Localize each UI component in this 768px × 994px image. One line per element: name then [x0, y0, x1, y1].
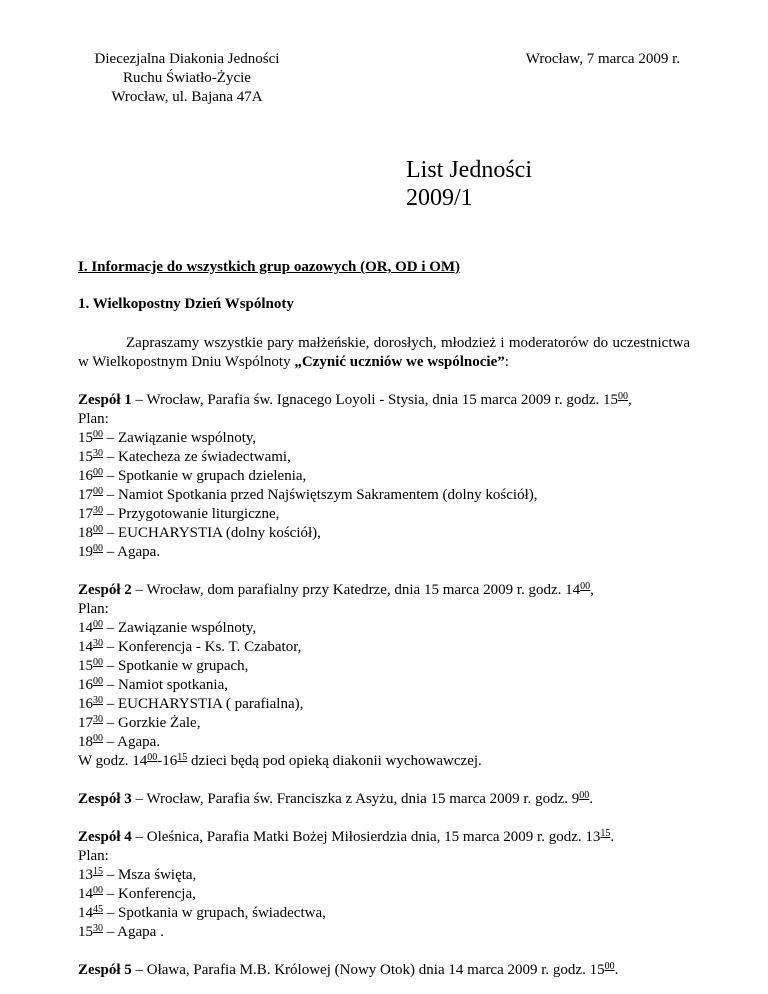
schedule-text: – Namiot Spotkania przed Najświętszym Sakramentem (dolny kościół),	[103, 487, 538, 503]
team-desc-end: ,	[590, 582, 594, 598]
time-hour: 19	[78, 544, 93, 560]
team-4-block	[78, 828, 690, 942]
plan-label: Plan:	[78, 848, 109, 864]
schedule-item	[78, 505, 690, 524]
schedule-item	[78, 657, 690, 676]
sender-address	[78, 50, 296, 107]
schedule-text: – Namiot spotkania,	[103, 677, 228, 693]
time-minutes: 00	[579, 790, 590, 801]
schedule-item	[78, 733, 690, 752]
sender-line: Ruchu Światło-Życie	[123, 70, 251, 86]
schedule-item	[78, 486, 690, 505]
team-desc: – Wrocław, dom parafialny przy Katedrze, dnia 15 marca 2009 r. godz. 14	[131, 582, 581, 598]
team-desc: – Wrocław, Parafia św. Ignacego Loyoli - Stysia, dnia 15 marca 2009 r. godz. 15	[131, 392, 618, 408]
time-hour: 15	[78, 924, 93, 940]
time-hour: 17	[78, 715, 93, 731]
time-minutes: 00	[93, 486, 103, 497]
time-minutes: 30	[93, 923, 103, 934]
time-hour: 17	[78, 487, 93, 503]
time-hour: 15	[78, 658, 93, 674]
schedule-item	[78, 543, 690, 562]
intro-text: Zapraszamy wszystkie pary małżeńskie, dorosłych, młodzież i moderatorów do uczestnictwa w Wielkopostnym Dniu Wspólnoty	[78, 335, 690, 370]
time-hour: 17	[78, 506, 93, 522]
schedule-text: – Konferencja,	[103, 886, 196, 902]
time-hour: 15	[78, 430, 93, 446]
time-minutes: 00	[147, 752, 158, 763]
time-hour: 18	[78, 525, 93, 541]
subsection-heading: 1. Wielkopostny Dzień Wspólnoty	[78, 296, 294, 312]
plan-label: Plan:	[78, 411, 109, 427]
team-5-block	[78, 961, 690, 980]
time-minutes: 00	[93, 657, 103, 668]
schedule-item	[78, 467, 690, 486]
schedule-item	[78, 695, 690, 714]
schedule-item	[78, 904, 690, 923]
team-1-header	[78, 391, 690, 410]
time-minutes: 15	[93, 866, 103, 877]
schedule-text: – Katecheza ze świadectwami,	[103, 449, 291, 465]
team-desc-end: .	[589, 791, 593, 807]
note-pre: W godz. 14	[78, 753, 148, 769]
schedule-text: – Gorzkie Żale,	[103, 715, 201, 731]
time-minutes: 30	[93, 638, 103, 649]
title-line: List Jedności	[406, 157, 532, 183]
schedule-item	[78, 638, 690, 657]
time-minutes: 00	[93, 733, 103, 744]
document-title	[406, 156, 532, 212]
schedule-item	[78, 448, 690, 467]
plan-label: Plan:	[78, 601, 109, 617]
section-heading: I. Informacje do wszystkich grup oazowych (OR, OD i OM)	[78, 259, 461, 275]
schedule-text: – Agapa.	[103, 734, 161, 750]
childcare-note	[78, 752, 690, 771]
schedule-text: – Spotkania w grupach, świadectwa,	[103, 905, 326, 921]
time-minutes: 00	[93, 676, 103, 687]
schedule-text: – EUCHARYSTIA ( parafialna),	[103, 696, 304, 712]
intro-paragraph	[78, 334, 690, 372]
schedule-item	[78, 923, 690, 942]
intro-end: :	[504, 354, 509, 370]
time-minutes: 30	[93, 505, 103, 516]
time-hour: 16	[78, 677, 93, 693]
schedule-text: – Agapa.	[103, 544, 161, 560]
time-minutes: 00	[93, 619, 103, 630]
schedule-item	[78, 714, 690, 733]
time-minutes: 30	[93, 448, 103, 459]
team-name: Zespół 4	[78, 829, 132, 845]
time-hour: 14	[78, 886, 93, 902]
time-minutes: 00	[93, 543, 103, 554]
time-minutes: 00	[604, 961, 615, 972]
time-minutes: 00	[93, 524, 103, 535]
team-3-block	[78, 790, 690, 809]
time-hour: 13	[78, 867, 93, 883]
team-5-header	[78, 961, 690, 980]
team-2-block	[78, 581, 690, 771]
schedule-text: – EUCHARYSTIA (dolny kościół),	[103, 525, 321, 541]
time-hour: 18	[78, 734, 93, 750]
time-minutes: 15	[600, 828, 611, 839]
schedule-text: – Konferencja - Ks. T. Czabator,	[103, 639, 302, 655]
sender-line: Diecezjalna Diakonia Jedności	[94, 51, 280, 67]
schedule-item	[78, 866, 690, 885]
time-minutes: 00	[617, 391, 628, 402]
schedule-item	[78, 429, 690, 448]
place-date: Wrocław, 7 marca 2009 r.	[525, 51, 680, 67]
schedule-text: – Spotkanie w grupach dzielenia,	[103, 468, 307, 484]
document-body	[78, 258, 690, 980]
team-desc: – Oleśnica, Parafia Matki Bożej Miłosierdzia dnia, 15 marca 2009 r. godz. 13	[131, 829, 601, 845]
team-desc-end: ,	[627, 392, 632, 408]
team-desc: – Oława, Parafia M.B. Królowej (Nowy Otok) dnia 14 marca 2009 r. godz. 15	[131, 962, 605, 978]
time-minutes: 00	[580, 581, 591, 592]
note-mid: -16	[157, 753, 178, 769]
team-4-header	[78, 828, 690, 847]
team-name: Zespół 1	[78, 392, 132, 408]
team-name: Zespół 2	[78, 582, 132, 598]
team-desc: – Wrocław, Parafia św. Franciszka z Asyżu, dnia 15 marca 2009 r. godz. 9	[131, 791, 580, 807]
schedule-text: – Agapa .	[103, 924, 164, 940]
time-minutes: 30	[93, 714, 103, 725]
team-desc-end: .	[610, 829, 615, 845]
team-2-header	[78, 581, 690, 600]
time-minutes: 30	[93, 695, 103, 706]
schedule-text: – Zawiązanie wspólnoty,	[103, 620, 257, 636]
schedule-item	[78, 619, 690, 638]
time-minutes: 00	[93, 885, 103, 896]
time-hour: 16	[78, 696, 93, 712]
schedule-text: – Przygotowanie liturgiczne,	[103, 506, 280, 522]
team-1-block	[78, 391, 690, 562]
time-hour: 16	[78, 468, 93, 484]
time-minutes: 00	[93, 429, 103, 440]
time-hour: 14	[78, 620, 93, 636]
schedule-item	[78, 676, 690, 695]
time-minutes: 15	[177, 752, 188, 763]
time-hour: 14	[78, 905, 93, 921]
schedule-text: – Spotkanie w grupach,	[103, 658, 249, 674]
note-post: dzieci będą pod opieką diakonii wychowawczej.	[187, 753, 482, 769]
team-3-header	[78, 790, 690, 809]
time-hour: 15	[78, 449, 93, 465]
team-name: Zespół 3	[78, 791, 132, 807]
schedule-item	[78, 885, 690, 904]
time-hour: 14	[78, 639, 93, 655]
time-minutes: 00	[93, 467, 103, 478]
schedule-text: – Zawiązanie wspólnoty,	[103, 430, 257, 446]
sender-line: Wrocław, ul. Bajana 47A	[111, 89, 263, 105]
team-name: Zespół 5	[78, 962, 132, 978]
schedule-text: – Msza święta,	[103, 867, 197, 883]
schedule-item	[78, 524, 690, 543]
time-minutes: 45	[93, 904, 103, 915]
title-line: 2009/1	[406, 185, 473, 211]
team-desc-end: .	[614, 962, 619, 978]
intro-motto: „Czynić uczniów we wspólnocie”	[294, 354, 505, 370]
